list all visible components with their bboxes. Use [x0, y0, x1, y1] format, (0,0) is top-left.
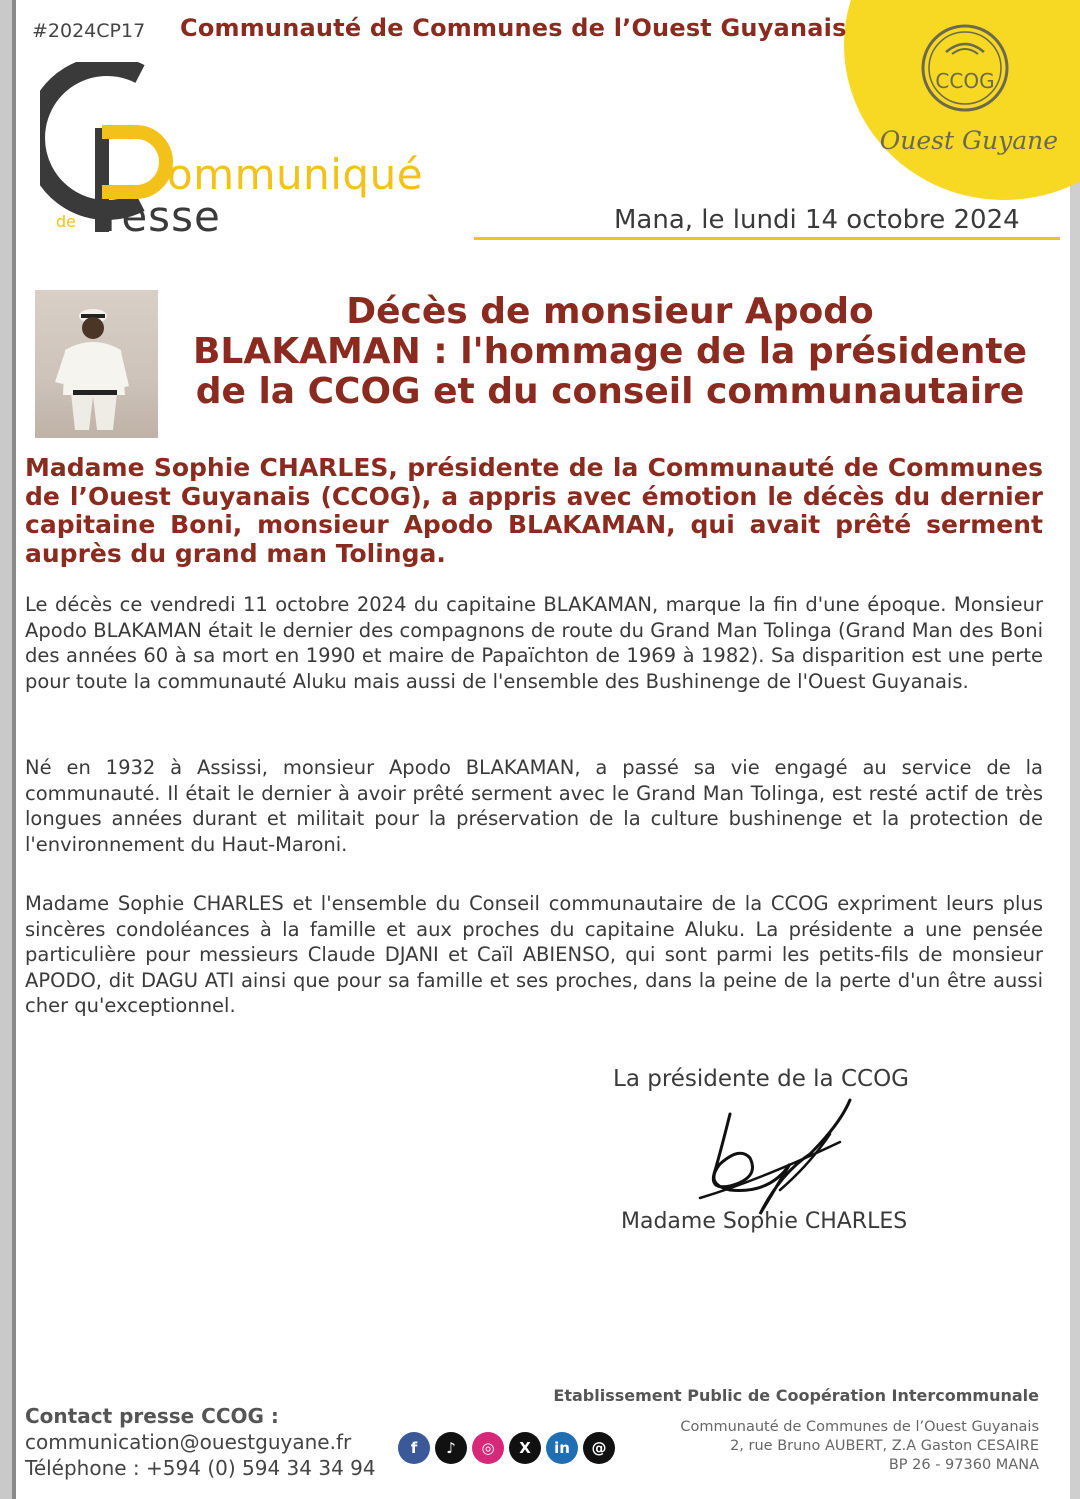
contact-phone: Téléphone : +594 (0) 594 34 34 94 — [25, 1456, 376, 1480]
headline-line-2: BLAKAMAN : l'hommage de la présidente — [192, 331, 1028, 372]
handwritten-signature — [690, 1094, 860, 1224]
article-paragraph-1: Le décès ce vendredi 11 octobre 2024 du capitaine BLAKAMAN, marque la fin d'une époque. Monsieur Apodo BLAKAMAN était le dernier des compagnons de route du Grand Man Tolinga (Grand Man des Boni des années 60 à sa mort en 1990 et maire de Papaïchton de 1969 à 1982). Sa disparition est une perte pour toute la communauté Aluku mais aussi de l'ensemble des Bushinenge de l'Ouest Guyanais. — [25, 593, 1043, 693]
instagram-icon[interactable]: ◎ — [472, 1432, 504, 1464]
threads-icon[interactable]: @ — [583, 1432, 615, 1464]
ccog-seal-icon — [906, 22, 1024, 114]
date-underline — [474, 237, 1060, 240]
logo-word-communique: ommuniqué — [167, 150, 424, 199]
article-lead: Madame Sophie CHARLES, présidente de la Communauté de Communes de l’Ouest Guyanais (CCOG), a appris avec émotion le décès du dernier capitaine Boni, monsieur Apodo BLAKAMAN, qui avait prêté serment auprès du grand man Tolinga. — [25, 453, 1043, 568]
article-paragraph-2: Né en 1932 à Assissi, monsieur Apodo BLAKAMAN, a passé sa vie engagé au service de la communauté. Il était le dernier à avoir prêté serment avec le Grand Man Tolinga, est resté actif de très longues années durant et militait pour la préservation de la culture bushinenge et la protection de l'environnement du Haut-Maroni. — [25, 756, 1043, 856]
headline-line-3: de la CCOG et du conseil communautaire — [195, 371, 1025, 412]
epci-label: Etablissement Public de Coopération Intercommunale — [553, 1386, 1039, 1405]
headline-line-1: Décès de monsieur Apodo — [346, 291, 874, 332]
article-headline — [180, 292, 1040, 412]
logo-word-de: de — [56, 212, 76, 231]
contact-label: Contact presse CCOG : — [25, 1404, 279, 1428]
facebook-icon[interactable]: f — [398, 1432, 430, 1464]
tiktok-icon[interactable]: ♪ — [435, 1432, 467, 1464]
signatory-role: La présidente de la CCOG — [613, 1066, 910, 1092]
social-icons — [398, 1432, 615, 1464]
page-border-right — [1070, 0, 1080, 1499]
seal-tagline: Ouest Guyane — [879, 126, 1058, 155]
article-paragraph-3: Madame Sophie CHARLES et l'ensemble du Conseil communautaire de la CCOG expriment leurs plus sincères condoléances à la famille et aux proches du capitaine Aluku. La présidente a une pensée particulière pour messieurs Claude DJANI et Caïl ABIENSO, qui sont parmi les petits-fils de monsieur APODO, dit DAGU ATI ainsi que pour sa famille et ses proches, dans la peine de la perte d'un être aussi cher qu'exceptionnel. — [25, 892, 1043, 1018]
page-border-left — [0, 0, 12, 1499]
address-line-3: BP 26 - 97360 MANA — [888, 1457, 1039, 1473]
address-line-2: 2, rue Bruno AUBERT, Z.A Gaston CESAIRE — [730, 1438, 1039, 1454]
portrait-photo — [35, 290, 158, 438]
x-icon[interactable]: X — [509, 1432, 541, 1464]
press-reference: #2024CP17 — [32, 20, 146, 42]
address-line-1: Communauté de Communes de l’Ouest Guyanais — [680, 1419, 1039, 1435]
page-border-left-inner — [12, 0, 16, 1499]
linkedin-icon[interactable]: in — [546, 1432, 578, 1464]
signatory-name: Madame Sophie CHARLES — [621, 1209, 908, 1234]
press-date: Mana, le lundi 14 octobre 2024 — [614, 205, 1020, 235]
contact-email-link[interactable]: communication@ouestguyane.fr — [25, 1430, 352, 1454]
logo-word-presse: resse — [104, 192, 221, 241]
seal-text: CCOG — [935, 69, 995, 93]
organisation-title: Communauté de Communes de l’Ouest Guyanais — [180, 14, 847, 42]
